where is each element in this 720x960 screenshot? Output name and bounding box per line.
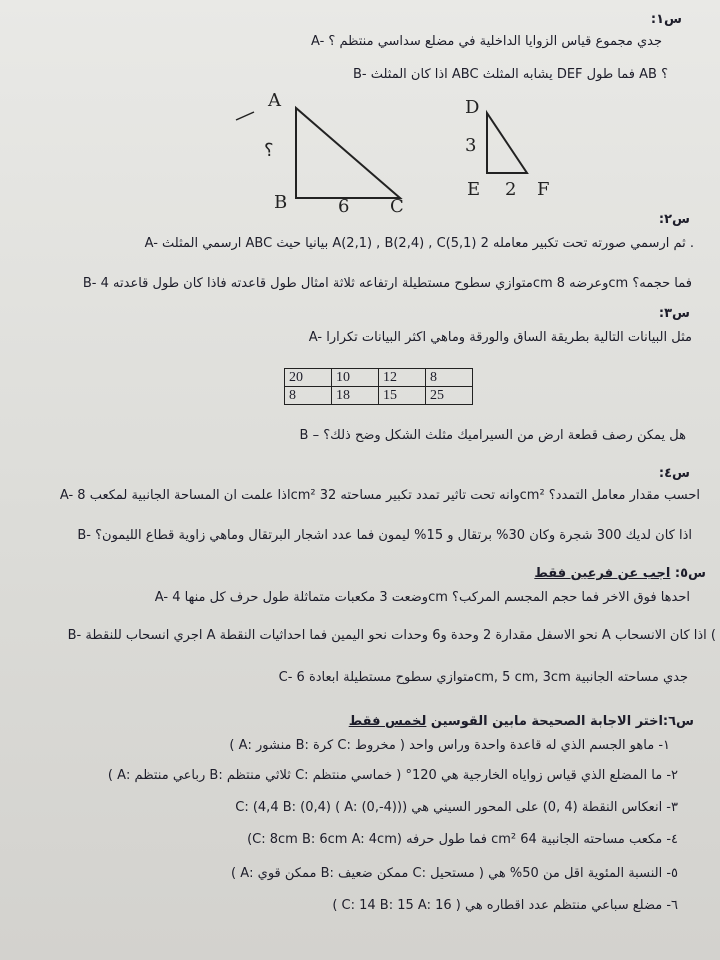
q6-instruction-underlined: لخمس فقط xyxy=(348,714,427,729)
q6-item-1: ١- ماهو الجسم الذي له قاعدة واحدة وراس واحد ( مخروط :C كرة :B منشور :A ) xyxy=(229,738,670,753)
q6-header xyxy=(349,714,694,730)
vertex-c-label: C xyxy=(390,196,404,215)
table-cell: 8 xyxy=(285,387,332,405)
side-bc-length: 6 xyxy=(338,196,350,215)
q6-instruction: س٦:اختر الاجابة الصحيحة مابين القوسين xyxy=(430,714,694,729)
q5-part-c: C- متوازي سطوح مستطيلة ابعادة 6cm, 5 cm, 3cm جدي مساحته الجانبية xyxy=(278,670,688,685)
side-de-length: 3 xyxy=(465,135,477,156)
q3-part-a: A- مثل البيانات التالية بطريقة الساق والورقة وماهي اكثر البيانات تكرارا xyxy=(308,330,692,345)
q4-header: س٤: xyxy=(658,466,690,481)
table-cell: 20 xyxy=(285,369,332,387)
q5-part-a: A- وضعت 3 مكعبات متماثلة طول حرف كل منها 4cm احدها فوق الاخر فما حجم المجسم المركب؟ xyxy=(154,590,690,605)
table-row xyxy=(285,387,473,405)
q3-part-b: B – هل يمكن رصف قطعة ارض من السيراميك مثلث الشكل وضح ذلك؟ xyxy=(299,428,686,443)
table-row xyxy=(285,369,473,387)
q4-part-a: A- اذا علمت ان المساحة الجانبية لمكعب 8cm² وانه تحت تاثير تمدد تكبير مساحته 32cm² احسب مقدار معامل التمدد؟ xyxy=(59,488,700,503)
q6-item-4: ٤- مكعب مساحته الجانبية 64 cm² فما طول حرفه (C: 8cm B: 6cm A: 4cm) xyxy=(247,832,678,847)
q1-part-a: A- جدي مجموع قياس الزوايا الداخلية في مضلع سداسي منتظم ؟ xyxy=(310,34,662,49)
table-cell: 10 xyxy=(332,369,379,387)
q4-part-b: B- اذا كان لديك 300 شجرة وكان 30% برتقال و 15% ليمون فما عدد اشجار البرتقال وماهي زاوية قطاع الليمون؟ xyxy=(77,528,692,543)
side-ef-length: 2 xyxy=(505,179,517,200)
q5-instruction: اجب عن فرعين فقط xyxy=(534,566,671,581)
vertex-e-label: E xyxy=(467,179,481,200)
q6-item-2: ٢- ما المضلع الذي قياس زواياه الخارجية هي 120° ( خماسي منتظم :C ثلاثي منتظم :B رباعي منتظم :A ) xyxy=(107,768,678,783)
table-cell: 12 xyxy=(379,369,426,387)
q2-part-a: A- ارسمي المثلث ABC بيانيا حيث A(2,1) , B(2,4) , C(5,1) ثم ارسمي صورته تحت تكبير معامله 2 . xyxy=(144,236,694,251)
q2-part-b: B- متوازي سطوح مستطيلة ارتفاعه ثلاثة امثال طول قاعدته فاذا كان طول قاعدته 4cm وعرضه 8cm فما حجمه؟ xyxy=(82,276,692,291)
triangle-abc-figure xyxy=(228,90,418,215)
q6-item-6: ٦- مضلع سباعي منتظم عدد اقطاره هي ( C: 14 B: 15 A: 16 ) xyxy=(332,898,678,913)
q3-header: س٣: xyxy=(658,306,690,321)
table-cell: 8 xyxy=(426,369,473,387)
q5-part-b: B- اجري انسحاب للنقطة A نحو الاسفل مقدارة 2 وحدة و6 وحدات نحو اليمين فما احداثيات النقطة A اذا كان الانسحاب ( xyxy=(67,628,716,643)
table-cell: 15 xyxy=(379,387,426,405)
q2-header: س٢: xyxy=(658,212,690,227)
vertex-f-label: F xyxy=(537,179,550,200)
side-ab-unknown: ؟ xyxy=(264,140,274,161)
stem-leaf-data-table xyxy=(284,368,473,405)
table-cell: 18 xyxy=(332,387,379,405)
vertex-b-label: B xyxy=(274,192,288,213)
vertex-d-label: D xyxy=(465,97,480,118)
vertex-a-label: A xyxy=(268,90,281,111)
q5-number: س٥: xyxy=(674,566,706,581)
q6-item-3: ٣- انعكاس النقطة (4 ,0) على المحور السيني هي ((C: (4,4 B: (0,4) ( A: (0,-4) xyxy=(235,800,678,815)
table-cell: 25 xyxy=(426,387,473,405)
q1-part-b: B- اذا كان المثلث ABC يشابه المثلث DEF فما طول AB ؟ xyxy=(352,67,668,82)
q1-header: س١: xyxy=(650,12,682,27)
q6-item-5: ٥- النسبة المئوية اقل من 50% هي ( مستحيل :C ممكن ضعيف :B ممكن قوي :A ) xyxy=(231,866,678,881)
triangle-def-figure xyxy=(455,95,565,200)
q5-header xyxy=(534,566,706,582)
